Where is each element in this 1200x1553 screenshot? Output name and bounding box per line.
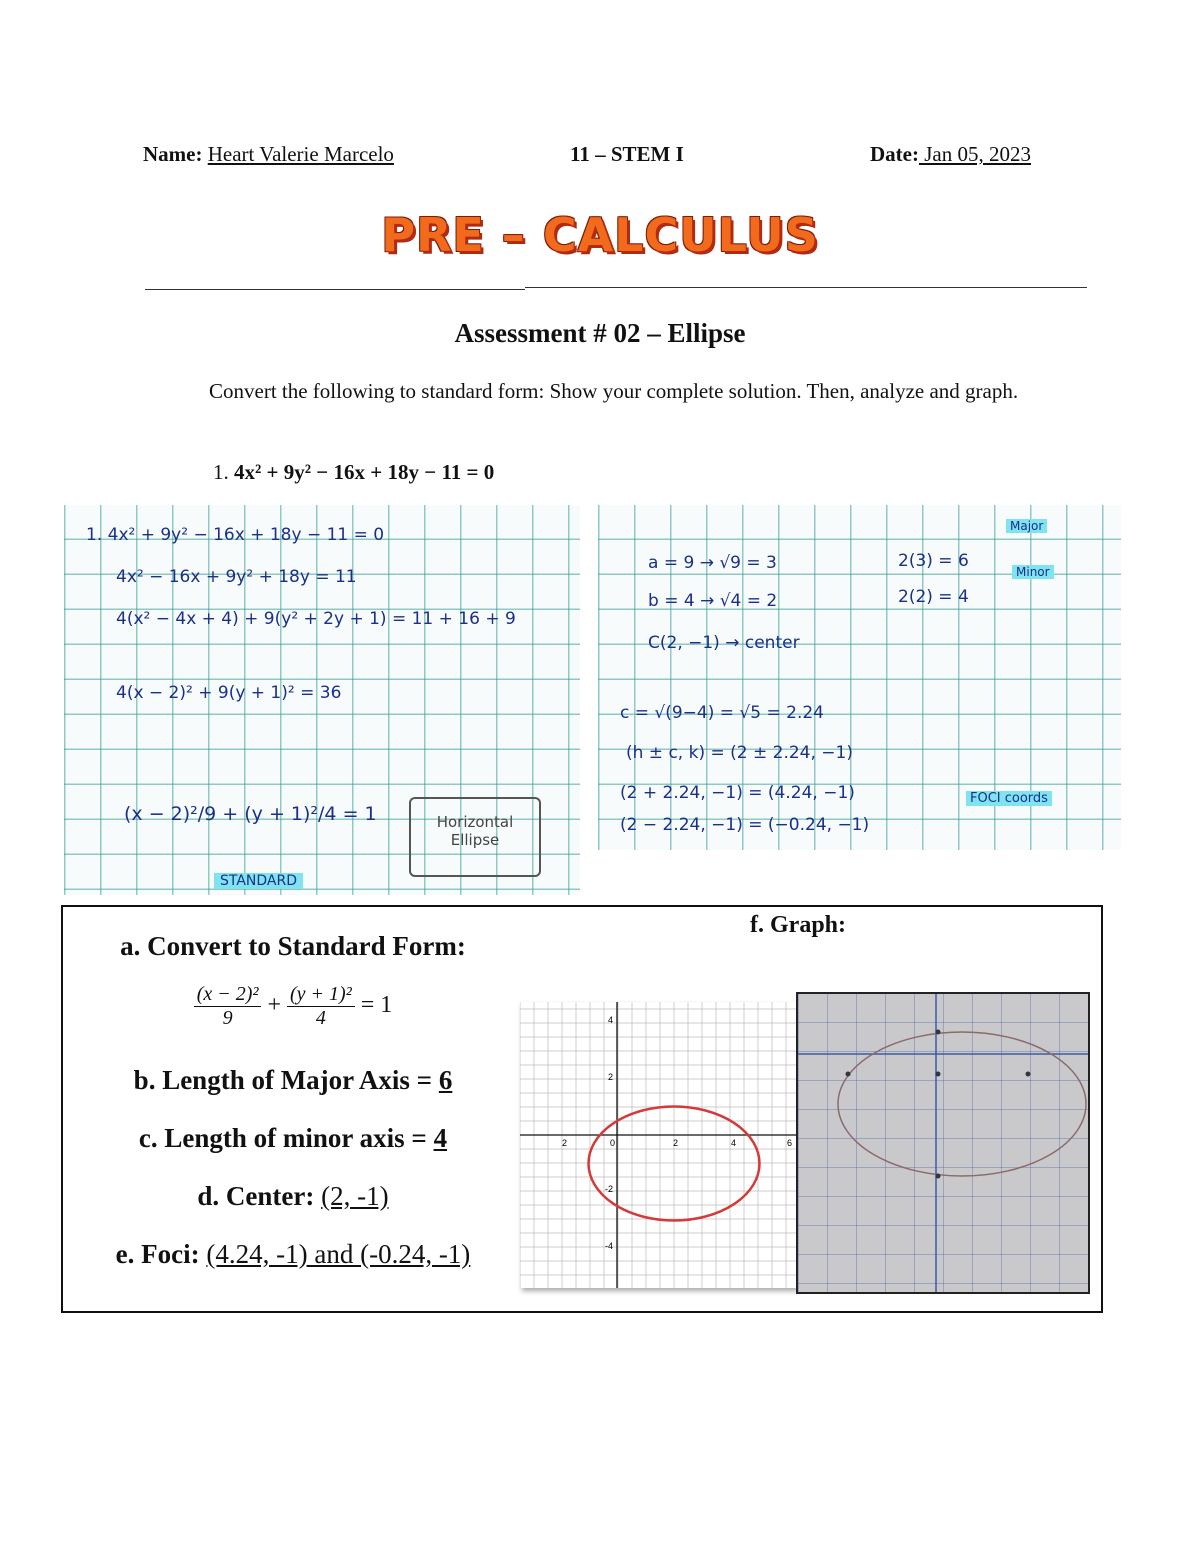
photo-point bbox=[846, 1072, 851, 1077]
fraction-x: $\frac{\text{(x − 2)²}}{9}$ bbox=[194, 983, 262, 1030]
work-line: c = √(9−4) = √5 = 2.24 bbox=[620, 703, 824, 723]
graph-svg bbox=[520, 1002, 796, 1288]
graph-label: f. Graph: bbox=[750, 912, 846, 938]
work-line: (2 − 2.24, −1) = (−0.24, −1) bbox=[620, 815, 870, 835]
problem-number: 1. bbox=[213, 460, 229, 484]
work-line: 4(x − 2)² + 9(y + 1)² = 36 bbox=[116, 683, 342, 703]
y-tick-label: -2 bbox=[605, 1184, 614, 1194]
date-label: Date: bbox=[870, 142, 919, 166]
name-label: Name: bbox=[143, 142, 203, 166]
work-line: (2 + 2.24, −1) = (4.24, −1) bbox=[620, 783, 855, 803]
assessment-title: Assessment # 02 – Ellipse bbox=[454, 318, 746, 348]
x-tick-label: 0 bbox=[610, 1138, 616, 1148]
name-value: Heart Valerie Marcelo bbox=[207, 142, 394, 166]
answer-a-label: a. Convert to Standard Form: bbox=[120, 931, 466, 961]
work-line: C(2, −1) → center bbox=[648, 633, 800, 653]
work-line: b = 4 → √4 = 2 bbox=[648, 591, 778, 611]
answer-c: c. Length of minor axis = 4 bbox=[138, 1123, 448, 1153]
photo-point bbox=[936, 1030, 941, 1035]
problem-equation: 4x² + 9y² − 16x + 18y − 11 = 0 bbox=[234, 460, 495, 484]
date-value: Jan 05, 2023 bbox=[918, 142, 1031, 166]
work-line: (h ± c, k) = (2 ± 2.24, −1) bbox=[626, 743, 853, 763]
highlight-major: Major bbox=[1006, 519, 1047, 533]
work-line: a = 9 → √9 = 3 bbox=[648, 553, 777, 573]
page-title: PRE – CALCULUS bbox=[381, 208, 819, 262]
work-line: 4(x² − 4x + 4) + 9(y² + 2y + 1) = 11 + 16 + 9 bbox=[116, 609, 516, 629]
answer-c-value: 4 bbox=[433, 1123, 448, 1153]
solution-photo-right bbox=[598, 505, 1121, 850]
work-line: 4x² − 16x + 9y² + 18y = 11 bbox=[116, 567, 357, 587]
photo-point bbox=[936, 1072, 941, 1077]
highlight-standard: STANDARD bbox=[214, 873, 303, 889]
photo-point bbox=[1026, 1072, 1031, 1077]
instructions: Convert the following to standard form: Show your complete solution. Then, analyze and graph. bbox=[209, 379, 1019, 403]
work-line-standard: (x − 2)²/9 + (y + 1)²/4 = 1 bbox=[124, 803, 377, 825]
answer-b-value: 6 bbox=[438, 1065, 453, 1095]
highlight-foci: FOCI coords bbox=[966, 791, 1052, 806]
ellipse-graph bbox=[520, 1002, 796, 1288]
y-tick-label: 4 bbox=[608, 1015, 614, 1025]
problem-statement bbox=[213, 460, 494, 485]
x-tick-label: 4 bbox=[731, 1138, 737, 1148]
x-tick-label: 2 bbox=[673, 1138, 679, 1148]
y-tick-label: 2 bbox=[608, 1072, 614, 1082]
graph-photo-svg bbox=[798, 994, 1088, 1292]
y-tick-label: -4 bbox=[605, 1241, 614, 1251]
x-tick-label: 6 bbox=[787, 1138, 793, 1148]
photo-point bbox=[936, 1174, 941, 1179]
answer-e: e. Foci: (4.24, -1) and (-0.24, -1) bbox=[115, 1239, 471, 1269]
graph-photo bbox=[796, 992, 1090, 1294]
name-field bbox=[143, 142, 394, 167]
solution-photo-left bbox=[64, 505, 580, 895]
note-box bbox=[409, 797, 541, 877]
standard-form-equation: $\frac{\text{(x − 2)²}}{9}$ + $\frac{\text{(y + 1)²}}{4}$ = 1 bbox=[63, 983, 523, 1030]
work-line: 1. 4x² + 9y² − 16x + 18y − 11 = 0 bbox=[86, 525, 385, 545]
divider bbox=[525, 287, 1087, 288]
highlight-minor: Minor bbox=[1012, 565, 1054, 579]
answer-d: d. Center: (2, -1) bbox=[197, 1181, 389, 1211]
section-label: 11 – STEM I bbox=[570, 142, 684, 166]
answer-b: b. Length of Major Axis = 6 bbox=[133, 1065, 453, 1095]
fraction-y: $\frac{\text{(y + 1)²}}{4}$ bbox=[287, 983, 355, 1030]
divider bbox=[145, 289, 525, 290]
x-tick-label: 2 bbox=[562, 1138, 568, 1148]
side-line: 2(2) = 4 bbox=[898, 587, 969, 607]
side-line: 2(3) = 6 bbox=[898, 551, 969, 571]
answer-d-value: (2, -1) bbox=[321, 1181, 389, 1211]
note-text: Horizontal Ellipse bbox=[436, 813, 514, 849]
answer-e-value: (4.24, -1) and (-0.24, -1) bbox=[206, 1239, 471, 1269]
date-field bbox=[870, 142, 1031, 167]
